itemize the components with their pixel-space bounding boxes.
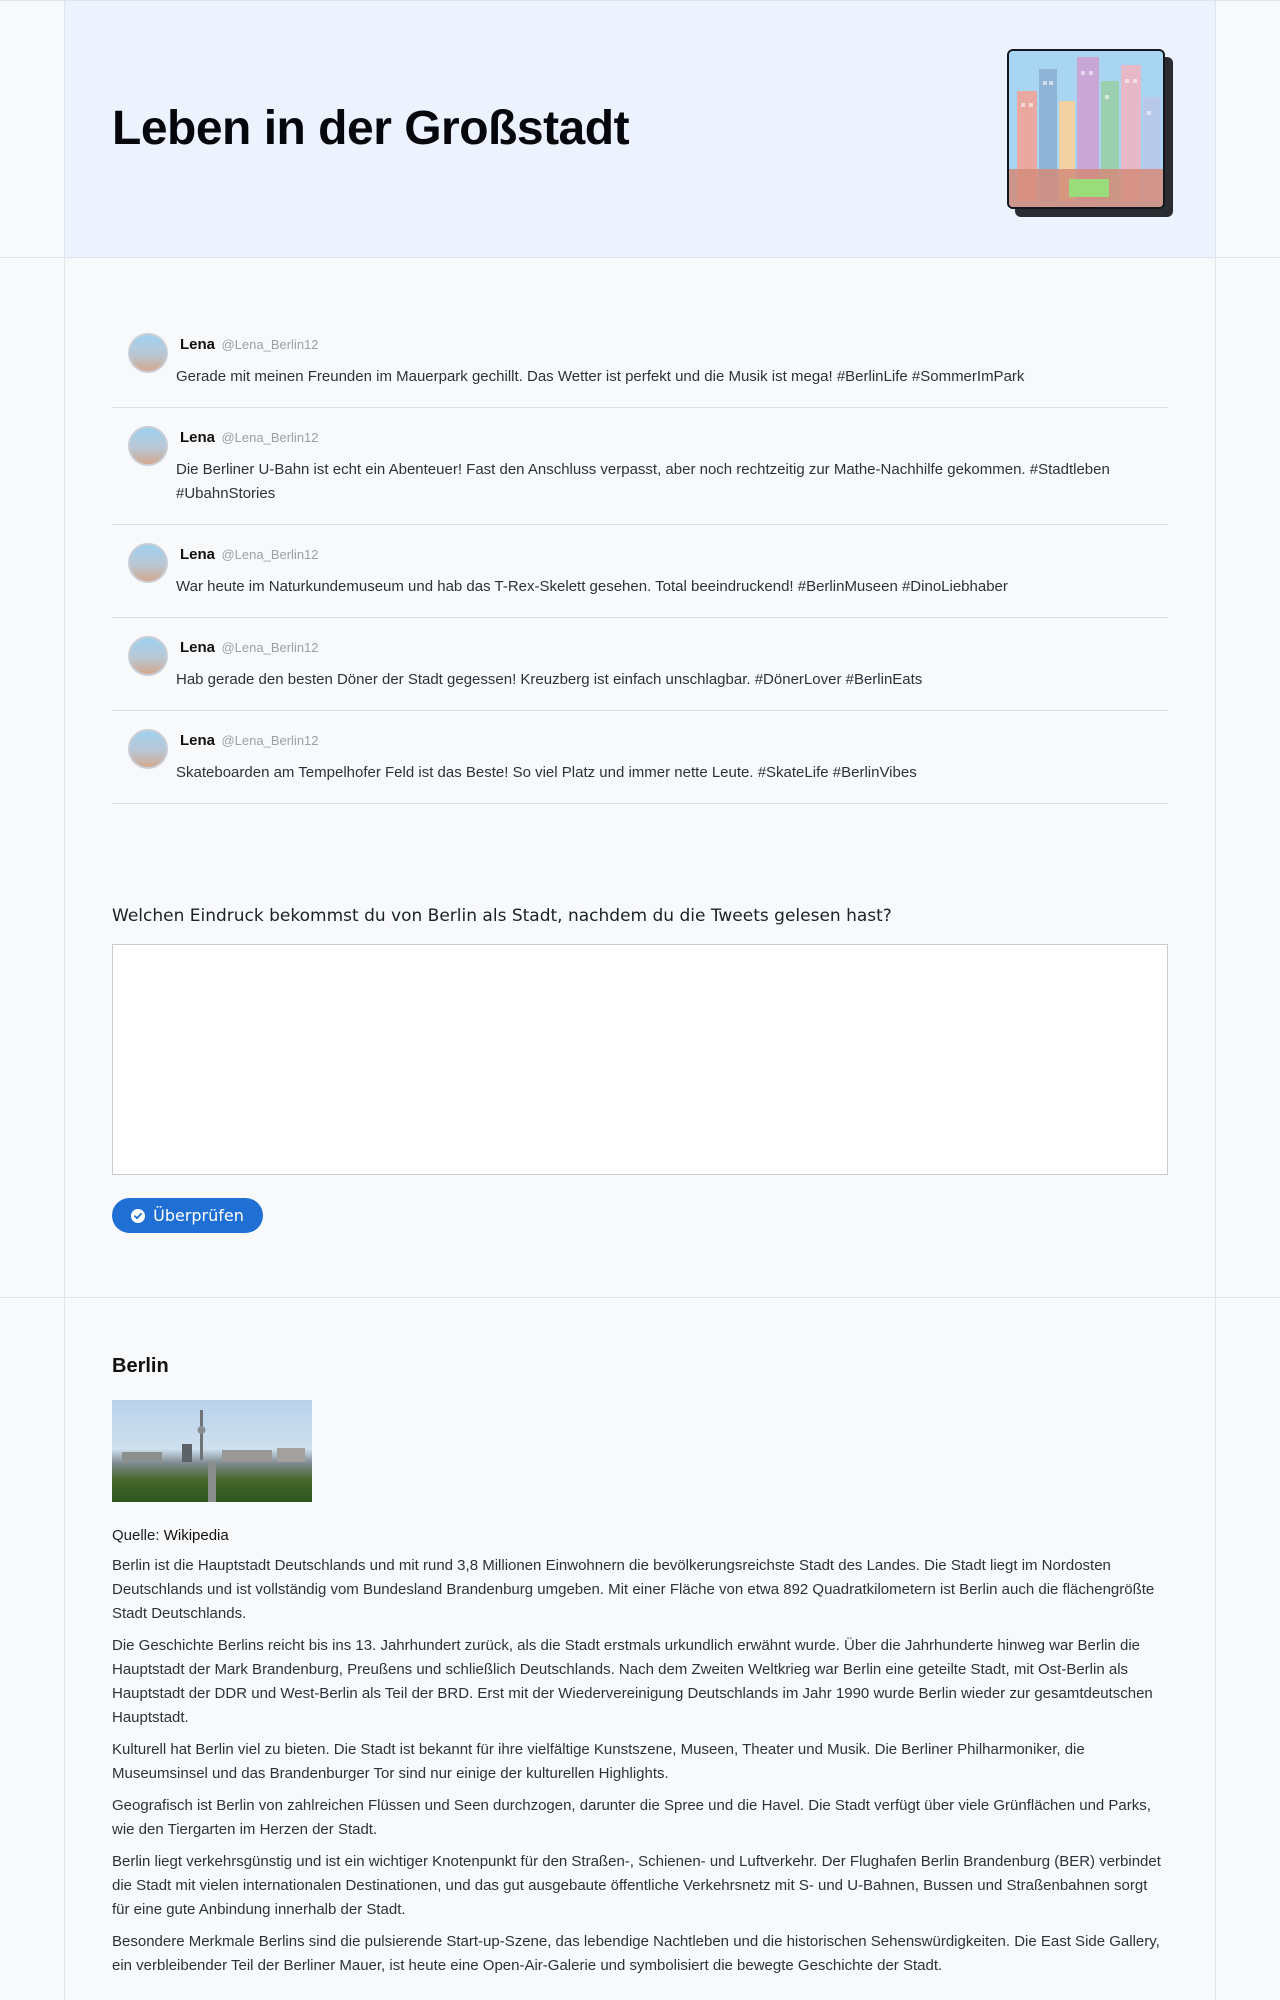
- tweet-author-handle: @Lena_Berlin12: [221, 430, 319, 445]
- tweet: [112, 408, 1168, 525]
- tweet-header: [180, 544, 1168, 566]
- berlin-skyline-image: [112, 1400, 312, 1502]
- tweet-author-handle: @Lena_Berlin12: [221, 640, 319, 655]
- section-divider: [0, 1297, 1280, 1298]
- source-link[interactable]: Wikipedia: [163, 1527, 229, 1544]
- tweet-header: [180, 637, 1168, 659]
- avatar: [128, 729, 168, 769]
- tweet-text: Die Berliner U-Bahn ist echt ein Abenteuer! Fast den Anschluss verpasst, aber noch rechtzeitig zur Mathe-Nachhilfe gekommen. #Stadtleben #UbahnStories: [176, 461, 1110, 502]
- left-guide-line: [64, 0, 65, 2000]
- tweet-text: Hab gerade den besten Döner der Stadt gegessen! Kreuzberg ist einfach unschlagbar. #DönerLover #BerlinEats: [176, 671, 923, 688]
- tweet-header: [180, 730, 1168, 752]
- check-button[interactable]: [112, 1198, 263, 1233]
- page-header: [65, 0, 1215, 257]
- tweet-author-name: Lena: [180, 429, 216, 446]
- article-paragraph: Kulturell hat Berlin viel zu bieten. Die Stadt ist bekannt für ihre vielfältige Kunstszene, Museen, Theater und Musik. Die Berliner Philharmoniker, die Museumsinsel und das Brandenburger Tor sind nur einige der kulturellen Highlights.: [112, 1741, 1085, 1782]
- avatar: [128, 333, 168, 373]
- tweet-header: [180, 427, 1168, 449]
- header-illustration: [1007, 49, 1173, 219]
- page-title: Leben in der Großstadt: [112, 102, 630, 155]
- avatar: [128, 426, 168, 466]
- header-divider: [0, 257, 1280, 258]
- tweet-author-name: Lena: [180, 336, 216, 353]
- task-question: Welchen Eindruck bekommst du von Berlin als Stadt, nachdem du die Tweets gelesen hast?: [112, 906, 892, 926]
- tweet-author-handle: @Lena_Berlin12: [221, 547, 319, 562]
- info-article: [112, 1355, 1168, 1978]
- article-paragraph: Die Geschichte Berlins reicht bis ins 13. Jahrhundert zurück, als die Stadt erstmals urkundlich erwähnt wurde. Über die Jahrhunderte hinweg war Berlin die Hauptstadt der Mark Brandenburg, Preußens und schließlich Deutschlands. Nach dem Zweiten Weltkrieg war Berlin eine geteilte Stadt, mit Ost-Berlin als Hauptstadt der DDR und West-Berlin als Teil der BRD. Erst mit der Wiedervereinigung Deutschlands im Jahr 1990 wurde Berlin wieder zur gesamtdeutschen Hauptstadt.: [112, 1637, 1153, 1726]
- tweet-header: [180, 334, 1168, 356]
- article-paragraph: Geografisch ist Berlin von zahlreichen Flüssen und Seen durchzogen, darunter die Spree und die Havel. Die Stadt verfügt über viele Grünflächen und Parks, wie den Tiergarten im Herzen der Stadt.: [112, 1797, 1151, 1838]
- tweet: [112, 525, 1168, 618]
- tweet: [112, 618, 1168, 711]
- tweet-author-handle: @Lena_Berlin12: [221, 337, 319, 352]
- avatar: [128, 636, 168, 676]
- tweet-author-handle: @Lena_Berlin12: [221, 733, 319, 748]
- article-paragraph: Berlin liegt verkehrsgünstig und ist ein wichtiger Knotenpunkt für den Straßen-, Schienen- und Luftverkehr. Der Flughafen Berlin Brandenburg (BER) verbindet die Stadt mit vielen internationalen Destinationen, und das gut ausgebaute öffentliche Verkehrsnetz mit S- und U-Bahnen, Bussen und Straßenbahnen sorgt für eine gute Anbindung innerhalb der Stadt.: [112, 1853, 1161, 1918]
- article-source: [112, 1527, 1168, 1544]
- answer-textarea[interactable]: [112, 944, 1168, 1175]
- check-button-label: Überprüfen: [153, 1206, 244, 1225]
- article-title: Berlin: [112, 1355, 169, 1377]
- right-guide-line: [1215, 0, 1216, 2000]
- article-paragraph: Berlin ist die Hauptstadt Deutschlands und mit rund 3,8 Millionen Einwohnern die bevölkerungsreichste Stadt des Landes. Die Stadt liegt im Nordosten Deutschlands und ist vollständig vom Bundesland Brandenburg umgeben. Mit einer Fläche von etwa 892 Quadratkilometern ist Berlin auch die flächengrößte Stadt Deutschlands.: [112, 1557, 1155, 1622]
- avatar: [128, 543, 168, 583]
- check-circle-icon: [131, 1209, 145, 1223]
- tweet-text: War heute im Naturkundemuseum und hab das T-Rex-Skelett gesehen. Total beeindruckend! #BerlinMuseen #DinoLiebhaber: [176, 578, 1008, 595]
- article-paragraph: Besondere Merkmale Berlins sind die pulsierende Start-up-Szene, das lebendige Nachtleben und die historischen Sehenswürdigkeiten. Die East Side Gallery, ein verbleibender Teil der Berliner Mauer, ist heute eine Open-Air-Galerie und symbolisiert die bewegte Geschichte der Stadt.: [112, 1933, 1160, 1974]
- tweet-text: Gerade mit meinen Freunden im Mauerpark gechillt. Das Wetter ist perfekt und die Musik ist mega! #BerlinLife #SommerImPark: [176, 368, 1025, 385]
- source-label: Quelle:: [112, 1527, 160, 1544]
- tweet: [112, 315, 1168, 408]
- tweet-author-name: Lena: [180, 732, 216, 749]
- tweet-author-name: Lena: [180, 546, 216, 563]
- tweet-feed: [112, 315, 1168, 804]
- city-illustration: [1007, 49, 1165, 209]
- tweet-author-name: Lena: [180, 639, 216, 656]
- tweet-text: Skateboarden am Tempelhofer Feld ist das Beste! So viel Platz und immer nette Leute. #SkateLife #BerlinVibes: [176, 764, 917, 781]
- tweet: [112, 711, 1168, 804]
